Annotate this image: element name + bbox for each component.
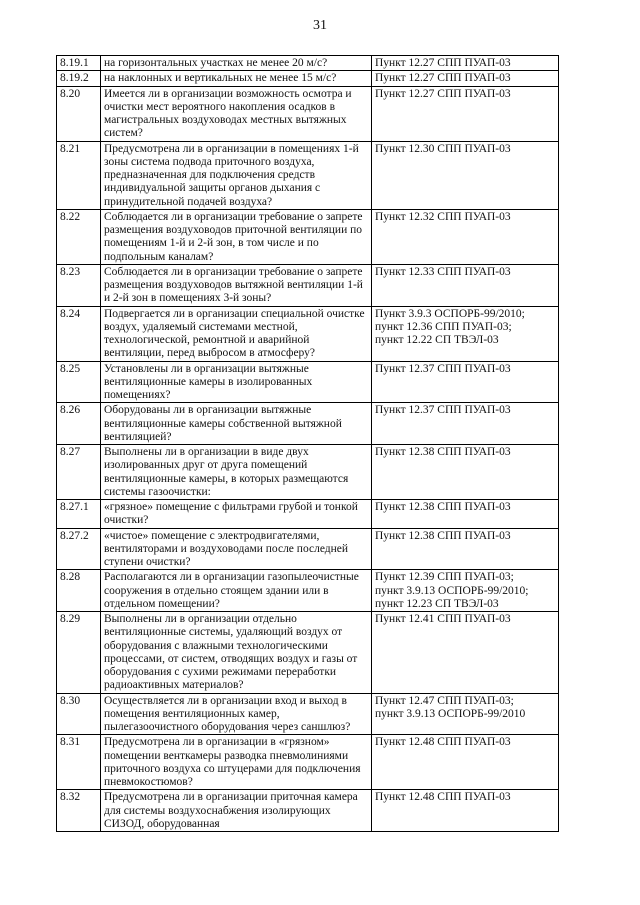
reference-line: пункт 3.9.13 ОСПОРБ-99/2010 (375, 707, 526, 720)
requirement-text: Установлены ли в организации вытяжные вентиляционные камеры в изолированных помещениях? (101, 361, 372, 403)
regulation-reference (372, 56, 559, 71)
regulation-reference (372, 306, 559, 361)
reference-line: Пункт 12.48 СПП ПУАП-03 (375, 736, 511, 749)
item-number: 8.19.2 (57, 71, 101, 86)
requirement-text: Соблюдается ли в организации требование о запрете размещения воздуховодов приточной вентиляции по помещениям 1-й и 2-й зон, в том числе и по подпольным каналам? (101, 209, 372, 264)
regulation-reference (372, 693, 559, 735)
requirement-text: Соблюдается ли в организации требование о запрете размещения воздуховодов вытяжной вентиляции 1-й и 2-й зон в помещениях 3-й зоны? (101, 264, 372, 306)
reference-line: пункт 12.36 СПП ПУАП-03; (375, 320, 512, 333)
regulation-reference (372, 570, 559, 612)
table-row (57, 361, 559, 403)
reference-line: пункт 3.9.13 ОСПОРБ-99/2010; (375, 584, 529, 597)
reference-line: Пункт 12.47 СПП ПУАП-03; (375, 694, 514, 707)
table-row (57, 735, 559, 790)
table-row (57, 570, 559, 612)
table-row (57, 86, 559, 141)
item-number: 8.27 (57, 445, 101, 500)
reference-line: Пункт 12.27 СПП ПУАП-03 (375, 87, 511, 100)
requirement-text: Располагаются ли в организации газопылеочистные сооружения в отдельно стоящем здании или в отдельном помещении? (101, 570, 372, 612)
table-row (57, 56, 559, 71)
requirement-text: «чистое» помещение с электродвигателями, вентиляторами и воздуховодами после последней ступени очистки? (101, 528, 372, 570)
reference-line: Пункт 12.30 СПП ПУАП-03 (375, 142, 511, 155)
requirement-text: Предусмотрена ли в организации приточная камера для системы воздухоснабжения изолирующих СИЗОД, оборудованная (101, 790, 372, 832)
regulation-reference (372, 528, 559, 570)
item-number: 8.20 (57, 86, 101, 141)
reference-line: Пункт 12.32 СПП ПУАП-03 (375, 210, 511, 223)
item-number: 8.27.2 (57, 528, 101, 570)
reference-line: Пункт 12.33 СПП ПУАП-03 (375, 265, 511, 278)
reference-line: Пункт 12.38 СПП ПУАП-03 (375, 501, 511, 513)
item-number: 8.25 (57, 361, 101, 403)
requirement-text: Оборудованы ли в организации вытяжные вентиляционные камеры собственной вытяжной вентиляцией? (101, 403, 372, 445)
page-number: 31 (313, 18, 327, 33)
regulation-reference (372, 500, 559, 529)
regulation-reference (372, 735, 559, 790)
requirement-text: на горизонтальных участках не менее 20 м/с? (101, 56, 372, 71)
table-row (57, 790, 559, 832)
reference-line: Пункт 12.37 СПП ПУАП-03 (375, 362, 511, 375)
item-number: 8.23 (57, 264, 101, 306)
reference-line: Пункт 12.37 СПП ПУАП-03 (375, 404, 511, 417)
regulation-reference (372, 141, 559, 209)
item-number: 8.29 (57, 612, 101, 694)
table-row (57, 71, 559, 86)
regulation-reference (372, 264, 559, 306)
table-row (57, 141, 559, 209)
regulation-reference (372, 209, 559, 264)
table-row (57, 445, 559, 500)
item-number: 8.28 (57, 570, 101, 612)
reference-line: Пункт 12.27 СПП ПУАП-03 (375, 72, 511, 85)
reference-line: пункт 12.22 СП ТВЭЛ-03 (375, 334, 499, 346)
table-row (57, 612, 559, 694)
reference-line: пункт 12.23 СП ТВЭЛ-03 (375, 597, 499, 610)
table-row (57, 528, 559, 570)
regulation-reference (372, 403, 559, 445)
table-row (57, 209, 559, 264)
requirement-text: «грязное» помещение с фильтрами грубой и тонкой очистки? (101, 500, 372, 529)
regulation-reference (372, 361, 559, 403)
requirement-text: Предусмотрена ли в организации в «грязном» помещении венткамеры разводка пневмолиниями приточного воздуха со штуцерами для подключения пневмокостюмов? (101, 735, 372, 790)
requirement-text: Предусмотрена ли в организации в помещениях 1-й зоны система подвода приточного воздуха, предназначенная для подключения средств индивидуальной защиты органов дыхания с принудительной подачей воздуха? (101, 141, 372, 209)
reference-line: Пункт 12.38 СПП ПУАП-03 (375, 446, 511, 458)
regulation-reference (372, 790, 559, 832)
reference-line: Пункт 12.27 СПП ПУАП-03 (375, 57, 511, 69)
reference-line: Пункт 12.41 СПП ПУАП-03 (375, 613, 511, 625)
item-number: 8.22 (57, 209, 101, 264)
requirement-text: Осуществляется ли в организации вход и выход в помещения вентиляционных камер, пылегазоочистного оборудования через саншлюз? (101, 693, 372, 735)
reference-line: Пункт 12.39 СПП ПУАП-03; (375, 571, 514, 584)
regulation-reference (372, 71, 559, 86)
item-number: 8.32 (57, 790, 101, 832)
item-number: 8.19.1 (57, 56, 101, 71)
item-number: 8.24 (57, 306, 101, 361)
requirement-text: Подвергается ли в организации специальной очистке воздух, удаляемый системами местной, технологической, ремонтной и аварийной вентиляции, перед выбросом в атмосферу? (101, 306, 372, 361)
item-number: 8.26 (57, 403, 101, 445)
reference-line: Пункт 3.9.3 ОСПОРБ-99/2010; (375, 307, 525, 320)
regulation-reference (372, 612, 559, 694)
requirement-text: Выполнены ли в организации в виде двух изолированных друг от друга помещений вентиляционные камеры, в которых размещаются системы газоочистки: (101, 445, 372, 500)
table-row (57, 500, 559, 529)
item-number: 8.21 (57, 141, 101, 209)
reference-line: Пункт 12.38 СПП ПУАП-03 (375, 529, 511, 542)
table-row (57, 264, 559, 306)
regulation-reference (372, 86, 559, 141)
item-number: 8.27.1 (57, 500, 101, 529)
item-number: 8.30 (57, 693, 101, 735)
item-number: 8.31 (57, 735, 101, 790)
requirement-text: Имеется ли в организации возможность осмотра и очистки мест вероятного накопления осадков в магистральных воздуховодах местных вытяжных систем? (101, 86, 372, 141)
table-row (57, 403, 559, 445)
table-row (57, 306, 559, 361)
requirement-text: Выполнены ли в организации отдельно вентиляционные системы, удаляющий воздух от оборудования с влажными технологическими процессами, от систем, отводящих воздух и газы от оборудования с сухими режимами переработки радиоактивных материалов? (101, 612, 372, 694)
requirement-text: на наклонных и вертикальных не менее 15 м/с? (101, 71, 372, 86)
table-row (57, 693, 559, 735)
reference-line: Пункт 12.48 СПП ПУАП-03 (375, 791, 511, 804)
regulation-reference (372, 445, 559, 500)
requirements-table (56, 55, 559, 832)
